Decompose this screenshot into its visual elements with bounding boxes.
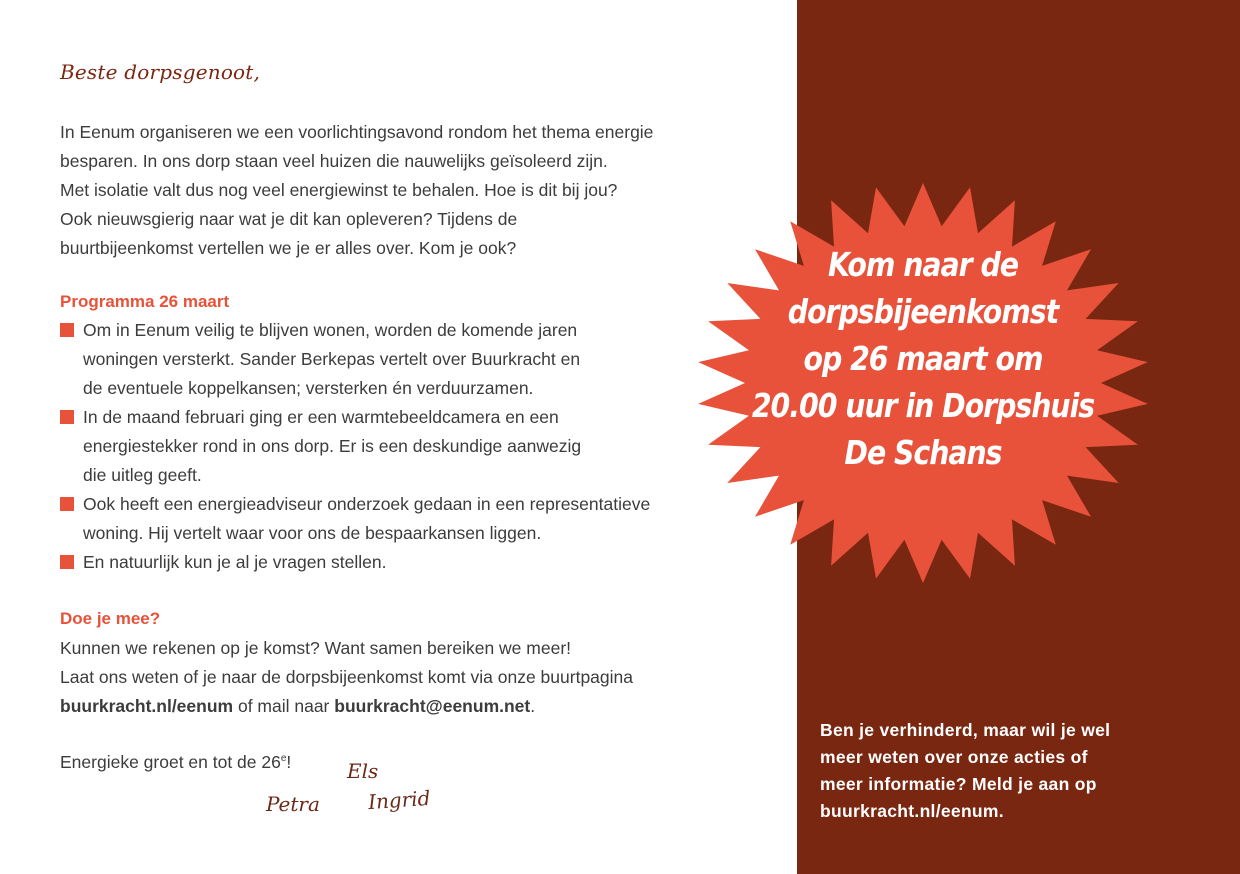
closing-superscript: e [280,753,287,765]
intro-line: buurtbijeenkomst vertellen we je er alles over. Kom je ook? [60,238,517,258]
starburst-line: 20.00 uur in Dorpshuis [751,386,1095,425]
mail-connector-text: of mail naar [233,696,335,716]
program-item-line: woningen versterkt. Sander Berkepas vertelt over Buurkracht en [83,349,581,369]
panel-note-line: Ben je verhinderd, maar wil je wel [820,720,1111,740]
join-line: Laat ons weten of je naar de dorpsbijeenkomst komt via onze buurtpagina [60,667,633,687]
program-item-line: die uitleg geeft. [83,465,202,485]
program-item [60,490,740,548]
intro-line: Ook nieuwsgierig naar wat je dit kan opleveren? Tijdens de [60,209,518,229]
buurtpagina-link[interactable]: buurkracht.nl/eenum [60,696,234,716]
contact-line-end: . [530,696,536,716]
program-item-line: Ook heeft een energieadviseur onderzoek gedaan in een representatieve [83,494,651,514]
signature-els: Els [347,759,379,783]
square-bullet-icon [60,555,74,569]
signature-ingrid: Ingrid [367,785,432,815]
program-item-line: In de maand februari ging er een warmtebeeldcamera en een [83,407,559,427]
program-item [60,403,740,490]
join-line: Kunnen we rekenen op je komst? Want samen bereiken we meer! [60,638,572,658]
starburst-callout [695,183,1151,583]
intro-line: besparen. In ons dorp staan veel huizen die nauwelijks geïsoleerd zijn. [60,151,608,171]
closing-line [60,752,291,773]
program-item-line: Om in Eenum veilig te blijven wonen, worden de komende jaren [83,320,578,340]
starburst-line: De Schans [844,433,1002,472]
square-bullet-icon [60,323,74,337]
join-paragraph [60,634,740,721]
join-heading: Doe je mee? [60,609,161,628]
program-heading: Programma 26 maart [60,292,230,311]
email-link[interactable]: buurkracht@eenum.net [334,696,531,716]
program-item [60,548,740,577]
program-item-line: En natuurlijk kun je al je vragen stellen. [83,552,387,572]
closing-end: ! [286,752,292,772]
starburst-text [695,241,1151,476]
intro-line: Met isolatie valt dus nog veel energiewinst te behalen. Hoe is dit bij jou? [60,180,618,200]
intro-paragraph [60,118,740,263]
program-item [60,316,740,403]
closing-text: Energieke groet en tot de 26 [60,752,281,772]
starburst-line: dorpsbijeenkomst [787,292,1059,331]
square-bullet-icon [60,497,74,511]
program-item-line: de eventuele koppelkansen; versterken én verduurzamen. [83,378,534,398]
starburst-line: op 26 maart om [803,339,1043,378]
greeting: Beste dorpsgenoot, [60,60,261,84]
panel-note-line: meer informatie? Meld je aan op [820,774,1097,794]
program-item-line: energiestekker rond in ons dorp. Er is een deskundige aanwezig [83,436,582,456]
square-bullet-icon [60,410,74,424]
join-contact-line [60,692,740,721]
panel-note [820,717,1220,825]
program-item-line: woning. Hij vertelt waar voor ons de bespaarkansen liggen. [83,523,542,543]
panel-note-line: buurkracht.nl/eenum. [820,801,1004,821]
program-list [60,316,740,577]
intro-line: In Eenum organiseren we een voorlichtingsavond rondom het thema energie [60,122,654,142]
panel-note-line: meer weten over onze acties of [820,747,1088,767]
starburst-line: Kom naar de [827,245,1018,284]
signature-petra: Petra [266,792,320,816]
